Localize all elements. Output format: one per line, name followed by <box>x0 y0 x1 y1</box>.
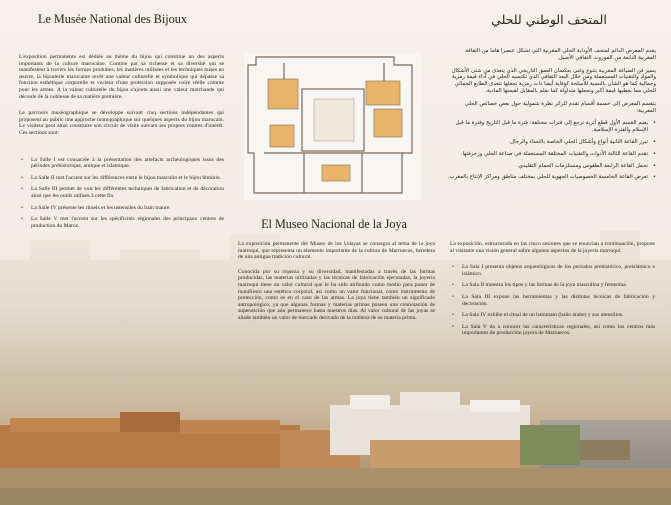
ar-room-list <box>446 120 656 181</box>
ar-room-item: • تبرز القاعة الثانية أنواع وأشكال الحلي الخاصة بالنساء والرجال. <box>446 139 656 146</box>
ar-room-item: • يضم القسم الأول قطع أثرية ترجع إلى فترات مختلفة: فترة ما قبل التاريخ وفترة ما قبل الإسلام والفترة الإسلامية. <box>446 120 656 134</box>
fr-room-item: • La Salle V met l'accent sur les spécificités régionales des principaux centres de production du Maroc. <box>19 216 224 229</box>
es-column-right <box>450 241 655 342</box>
museum-floor-plan <box>244 53 421 200</box>
fr-column <box>19 54 224 234</box>
ar-column <box>446 48 656 186</box>
fr-room-item: • La Salle II met l'accent sur les différences entre le bijou masculin et le bijou féminin. <box>19 175 224 182</box>
es-room-item: • La Sala IV exhibe el ritual de un hammam (baño árabe) y sus utensilios. <box>450 312 655 319</box>
es-room-item: • La Sala I presenta objetos arqueológicos de los periodos prehistórico, preislámico e islámico. <box>450 264 655 277</box>
es-room-item: • La Sala V da a conocer las características regionales, así como los centros más importantes de producción joyera de Marruecos. <box>450 324 655 337</box>
fr-room-item: • La Salle III permet de voir les différentes techniques de fabrication et de décoration ainsi que les outils utilisés à cette fin. <box>19 186 224 199</box>
ar-route: يتقسم المعرض إلى خمسة أقسام تقدم للزائر نظرة شمولية حول بعض خصائص الحلي المغربية: <box>464 100 656 114</box>
fr-room-item: • La Salle I est consacrée à la présentation des artefacts archéologiques issus des périodes préhistorique, antique et islamique. <box>19 157 224 170</box>
fr-route: Le parcours muséographique se développe suivant cinq sections indépendantes qui proposent au public une approche monographique sur quelques aspects du bijou marocain. Le visiteur peut ainsi construire son circuit de visite suivant ses propres centres d'intérêt. Ces sections sont: <box>19 110 224 136</box>
fr-title: Le Musée National des Bijoux <box>38 12 187 26</box>
ar-room-item: • تعرض القاعة الخامسة الخصوصيات الجهوية للحلي بمختلف مناطق ومراكز الإنتاج بالمغرب. <box>446 174 656 181</box>
es-route: La exposición, estructurada en las cinco sesiones que se enuncian a continuación, propone al visitante una visión general sobre algunos aspectos de la joyería marroquí. <box>450 241 655 254</box>
es-room-list <box>450 264 655 337</box>
es-room-item: • La Sala III expone las herramientas y las distintas técnicas de fabricación y decoración. <box>450 294 655 307</box>
es-column-left <box>238 241 435 328</box>
es-room-item: • La Sala II muestra los tipos y las formas de la joya masculina y femenina. <box>450 282 655 289</box>
es-title: El Museo Nacional de la Joya <box>261 217 407 231</box>
fr-room-item: • La Salle IV présente les rituels et les ustensiles du bain maure. <box>19 205 224 212</box>
ar-body: يتميز فن الصياغة المغربية بتنوع وغنى يعكسان العمق التاريخي الذي يتغذى من شتى الأشكال والمواد والتقنيات المستعملة ومن خلال البعد الثقافي الذي تكتسيه الحلي في أداء قيمة رمزية وجمالية كما هو الشأن بالنسبة للأسلحة كوقاية أيضا ذات رمزية تجعلها تتعدى الطابع الجمالي للحلي مما يعطيها قيمة أكبر وتجعلها متداولة كما نعلم بالمقابل لقيمتها المادية. <box>451 67 656 94</box>
ar-room-item: • تحمل القاعة الرابعة الطقوس ومستلزمات الحمام التقليدي. <box>446 163 656 170</box>
fr-intro: L'exposition permanente est dédiée au thème du bijou qui constitue un des aspects importants de la culture marocaine. Comme par sa richesse et sa diversité qui se manifestent à travers les formes produites, les matières utilisées et les techniques mises en œuvre, la bijouterie marocaine revêt une valeur culturelle et symbolique qui dépasse sa fonction esthétique corporelle et vecteur d'une protection supposée voire réelle comme pour les armes. A la valeur culturelle du bijou s'ajoute aussi une valeur marchande qui découle de la noblesse de sa matière première. <box>19 54 224 100</box>
es-paragraph-1: La exposición permanente del Museo de los Udayas se consagra al tema de la joya marroquí, que representa un elemento importante de la cultura de Marruecos, heredera de una antigua tradición cultural. <box>238 241 435 261</box>
es-paragraph-2: Conocida por su riqueza y su diversidad, manifestadas a través de las formas producidas, las materias utilizadas y las técnicas de fabricación ejecutadas, la joyería marroquí tiene un valor cultural que le ha sido atribuido como medio para poner de manifiesto una estética corporal, así como un valor funcional, como instrumento de protección, como es en el caso de las armas. La joya tiene también un significado antropológico, ya que algunas formas y materias primas poseen una connotación de superstición que aún permanece hasta nuestros días. Al valor cultural de las joyas se añade también un valor de mercado derivado de la nobleza de su materia prima. <box>238 268 435 321</box>
ar-title: المتحف الوطني للحلي <box>491 12 607 27</box>
ar-intro: يقدم المعرض الدائم لمتحف الأوداية الحلي المغربية التي تشكل عنصرا هاما من الثقافة المغربية النابعة من الموروث الثقافي الأصيل. <box>465 48 656 61</box>
fr-room-list <box>19 157 224 230</box>
ar-room-item: • تقدم القاعة الثالثة الأدوات والتقنيات المختلفة المستعملة في صناعة الحلي وزخرفتها. <box>446 151 656 158</box>
